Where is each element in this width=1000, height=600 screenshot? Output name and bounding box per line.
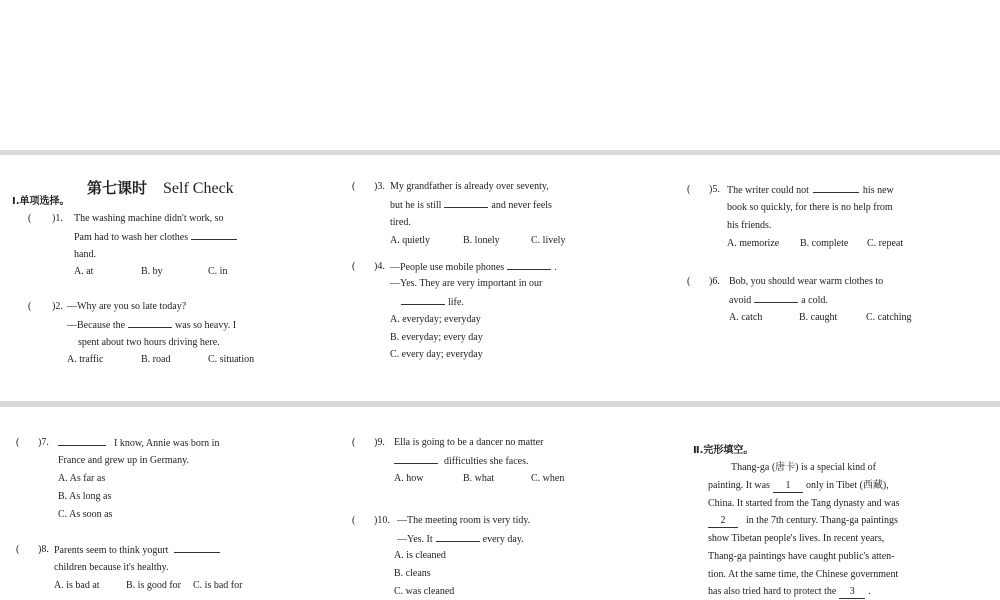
- question-text: France and grew up in Germany.: [58, 455, 189, 466]
- cloze-blank-2[interactable]: 2: [708, 515, 738, 528]
- answer-paren: (: [687, 184, 691, 195]
- answer-paren: (: [28, 213, 32, 224]
- option-a: A. As far as: [58, 473, 106, 484]
- panel-2: [336, 155, 665, 401]
- option-a: A. traffic: [67, 354, 104, 365]
- question-text: tired.: [390, 217, 411, 228]
- question-number: )7.: [38, 437, 49, 448]
- answer-blank[interactable]: [444, 198, 488, 208]
- option-c: C. As soon as: [58, 509, 113, 520]
- question-text: —The meeting room is very tidy.: [397, 515, 531, 526]
- panel-5: [336, 407, 665, 600]
- question-text: life.: [448, 297, 464, 308]
- panel-1: [0, 155, 330, 401]
- question-text: Bob, you should wear warm clothes to: [729, 276, 884, 287]
- passage-line: tion. At the same time, the Chinese government: [708, 569, 899, 580]
- question-text: avoid: [729, 295, 752, 306]
- passage-line: painting. It was: [708, 480, 770, 491]
- answer-paren: (: [352, 181, 356, 192]
- passage-line: .: [868, 586, 871, 597]
- passage-line: China. It started from the Tang dynasty and was: [708, 498, 900, 509]
- option-a: A. memorize: [727, 238, 780, 249]
- question-text: —Why are you so late today?: [67, 301, 187, 312]
- section-heading-1: Ⅰ.单项选择。: [12, 196, 70, 207]
- option-a: A. quietly: [390, 235, 430, 246]
- answer-paren: (: [16, 437, 20, 448]
- question-text: —Yes. It: [397, 534, 433, 545]
- passage-line: Thang-ga paintings have caught public's atten-: [708, 551, 895, 562]
- question-number: )4.: [374, 261, 385, 272]
- question-text: .: [554, 262, 557, 273]
- question-text: his friends.: [727, 220, 772, 231]
- option-c: C. situation: [208, 354, 255, 365]
- answer-paren: (: [352, 515, 356, 526]
- question-number: )8.: [38, 544, 49, 555]
- option-b: B. cleans: [394, 568, 431, 579]
- option-c: C. repeat: [867, 238, 904, 249]
- option-c: C. every day; everyday: [390, 349, 483, 360]
- question-number: )2.: [52, 301, 63, 312]
- option-b: B. is good for: [126, 580, 181, 591]
- answer-paren: (: [687, 276, 691, 287]
- option-b: B. As long as: [58, 491, 112, 502]
- cloze-blank-1[interactable]: 1: [773, 480, 803, 493]
- question-text: Ella is going to be a dancer no matter: [394, 437, 544, 448]
- option-b: B. everyday; every day: [390, 332, 483, 343]
- answer-blank[interactable]: [813, 183, 859, 193]
- option-b: B. complete: [800, 238, 849, 249]
- panel-6: [671, 407, 1000, 600]
- option-b: B. caught: [799, 312, 838, 323]
- passage-line: show Tibetan people's lives. In recent years,: [708, 533, 885, 544]
- answer-blank[interactable]: [401, 295, 445, 305]
- section-heading-2: Ⅱ.完形填空。: [693, 445, 754, 456]
- answer-blank[interactable]: [174, 543, 220, 553]
- lesson-title-en: Self Check: [163, 180, 234, 197]
- option-a: A. at: [74, 266, 94, 277]
- option-c: C. is bad for: [193, 580, 243, 591]
- question-text: was so heavy. I: [175, 320, 237, 331]
- answer-paren: (: [352, 437, 356, 448]
- question-text: book so quickly, for there is no help from: [727, 202, 893, 213]
- question-number: )5.: [709, 184, 720, 195]
- answer-paren: (: [28, 301, 32, 312]
- answer-blank[interactable]: [436, 532, 480, 542]
- passage-line: has also tried hard to protect the: [708, 586, 837, 597]
- option-b: B. what: [463, 473, 495, 484]
- answer-blank[interactable]: [754, 293, 798, 303]
- option-b: B. by: [141, 266, 163, 277]
- question-number: )10.: [374, 515, 390, 526]
- option-a: A. how: [394, 473, 424, 484]
- question-text: The washing machine didn't work, so: [74, 213, 224, 224]
- question-number: )9.: [374, 437, 385, 448]
- question-text: The writer could not: [727, 185, 809, 196]
- question-text: —Because the: [67, 320, 126, 331]
- question-text: —Yes. They are very important in our: [390, 278, 543, 289]
- option-c: C. was cleaned: [394, 586, 455, 597]
- answer-blank[interactable]: [191, 230, 237, 240]
- question-number: )1.: [52, 213, 63, 224]
- panel-3: [671, 155, 1000, 401]
- question-text: Pam had to wash her clothes: [74, 232, 189, 243]
- question-text: —People use mobile phones: [390, 262, 505, 273]
- answer-blank[interactable]: [394, 454, 438, 464]
- answer-blank[interactable]: [58, 436, 106, 446]
- question-text: difficulties she faces.: [444, 456, 529, 467]
- answer-blank[interactable]: [128, 318, 172, 328]
- option-a: A. everyday; everyday: [390, 314, 481, 325]
- question-text: a cold.: [801, 295, 828, 306]
- question-text: hand.: [74, 249, 96, 260]
- option-c: C. catching: [866, 312, 912, 323]
- panel-4: [0, 407, 330, 600]
- option-a: A. is bad at: [54, 580, 100, 591]
- cloze-blank-3[interactable]: 3: [839, 586, 865, 599]
- question-number: )3.: [374, 181, 385, 192]
- lesson-title: [87, 177, 234, 198]
- question-text: I know, Annie was born in: [114, 438, 220, 449]
- passage-line: Thang-ga (唐卡) is a special kind of: [731, 462, 876, 473]
- question-text: and never feels: [491, 200, 552, 211]
- lesson-title-cn: 第七课时: [87, 179, 148, 197]
- question-text: children because it's healthy.: [54, 562, 169, 573]
- question-text: but he is still: [390, 200, 442, 211]
- passage-line: only in Tibet (西藏),: [805, 480, 889, 491]
- answer-blank[interactable]: [507, 260, 551, 270]
- option-c: C. lively: [531, 235, 566, 246]
- option-a: A. is cleaned: [394, 550, 446, 561]
- question-text: My grandfather is already over seventy,: [390, 181, 549, 192]
- answer-paren: (: [352, 261, 356, 272]
- option-b: B. lonely: [463, 235, 500, 246]
- option-c: C. in: [208, 266, 228, 277]
- option-b: B. road: [141, 354, 171, 365]
- question-number: )6.: [709, 276, 720, 287]
- answer-paren: (: [16, 544, 20, 555]
- passage-line: in the 7th century. Thang-ga paintings: [746, 515, 898, 526]
- question-text: his new: [862, 185, 894, 196]
- question-text: spent about two hours driving here.: [78, 337, 220, 348]
- option-c: C. when: [531, 473, 565, 484]
- option-a: A. catch: [729, 312, 763, 323]
- question-text: Parents seem to think yogurt: [54, 545, 169, 556]
- question-text: every day.: [482, 534, 524, 545]
